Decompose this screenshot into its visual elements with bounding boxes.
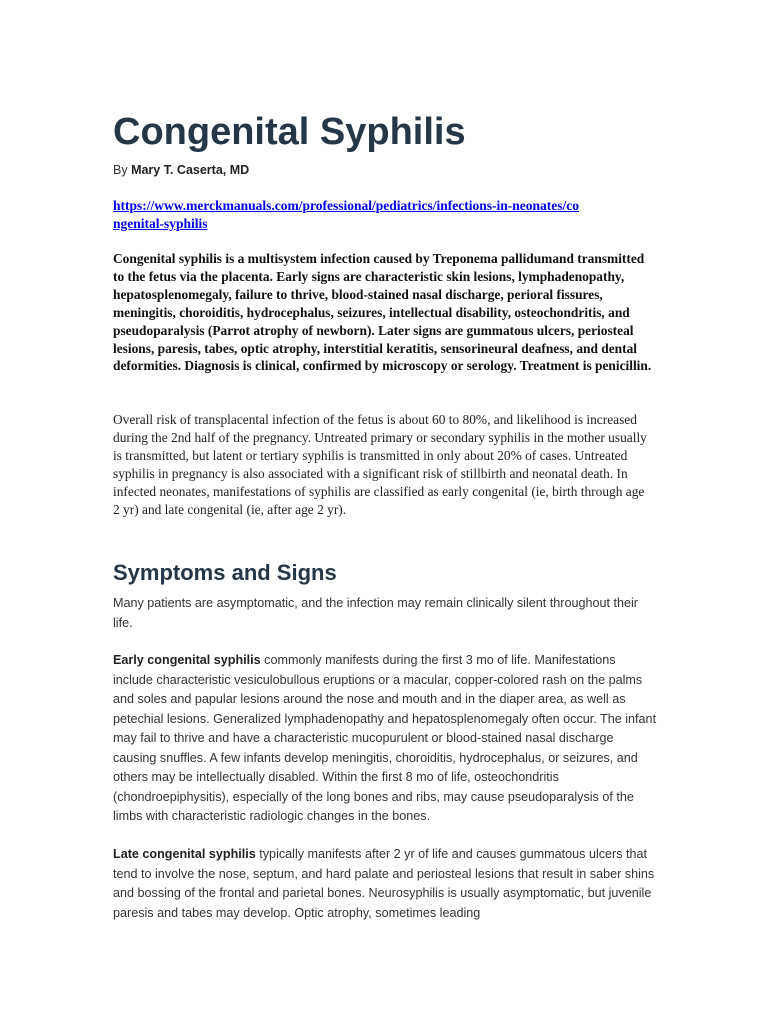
early-congenital-paragraph: [113, 651, 658, 827]
early-congenital-label: Early congenital syphilis: [113, 653, 261, 667]
author-name: Mary T. Caserta, MD: [131, 163, 250, 177]
late-congenital-paragraph: [113, 845, 658, 923]
summary-paragraph: Congenital syphilis is a multisystem infection caused by Treponema pallidumand transmitted to the fetus via the placenta. Early signs are characteristic skin lesions, lymphadenopathy, hepatosplenomegaly, failure to thrive, blood-stained nasal discharge, perioral fissures, meningitis, choroiditis, hydrocephalus, seizures, intellectual disability, osteochondritis, and pseudoparalysis (Parrot atrophy of newborn). Later signs are gummatous ulcers, periosteal lesions, paresis, tabes, optic atrophy, interstitial keratitis, sensorineural deafness, and dental deformities. Diagnosis is clinical, confirmed by microscopy or serology. Treatment is penicillin.: [113, 251, 652, 374]
late-congenital-label: Late congenital syphilis: [113, 847, 256, 861]
overall-risk-paragraph: Overall risk of transplacental infection of the fetus is about 60 to 80%, and likelihood is increased during the 2nd half of the pregnancy. Untreated primary or secondary syphilis in the mother usually is transmitted, but latent or tertiary syphilis is transmitted in only about 20% of cases. Untreated syphilis in pregnancy is also associated with a significant risk of stillbirth and neonatal death. In infected neonates, manifestations of syphilis are classified as early congenital (ie, birth through age 2 yr) and late congenital (ie, after age 2 yr).: [113, 412, 647, 517]
late-congenital-text: typically manifests after 2 yr of life and causes gummatous ulcers that tend to involve the nose, septum, and hard palate and periosteal lesions that result in saber shins and bossing of the frontal and parietal bones. Neurosyphilis is usually asymptomatic, but juvenile paresis and tabes may develop. Optic atrophy, sometimes leading: [113, 847, 655, 920]
source-link[interactable]: https://www.merckmanuals.com/professional/pediatrics/infections-in-neonates/congenital-syphilis: [113, 198, 579, 231]
byline-prefix: By: [113, 163, 132, 177]
section-heading-symptoms: Symptoms and Signs: [113, 560, 337, 585]
early-congenital-text: commonly manifests during the first 3 mo of life. Manifestations include characteristic vesiculobullous eruptions or a macular, copper-colored rash on the palms and soles and papular lesions around the nose and mouth and in the diaper area, as well as petechial lesions. Generalized lymphadenopathy and hepatosplenomegaly often occur. The infant may fail to thrive and have a characteristic mucopurulent or blood-stained nasal discharge causing snuffles. A few infants develop meningitis, choroiditis, hydrocephalus, or seizures, and others may be intellectually disabled. Within the first 8 mo of life, osteochondritis (chondroepiphysitis), especially of the long bones and ribs, may cause pseudoparalysis of the limbs with characteristic radiologic changes in the bones.: [113, 653, 657, 823]
symptoms-intro-paragraph: Many patients are asymptomatic, and the infection may remain clinically silent throughout their life.: [113, 596, 638, 630]
byline: [113, 161, 249, 179]
page-title: Congenital Syphilis: [113, 111, 466, 153]
